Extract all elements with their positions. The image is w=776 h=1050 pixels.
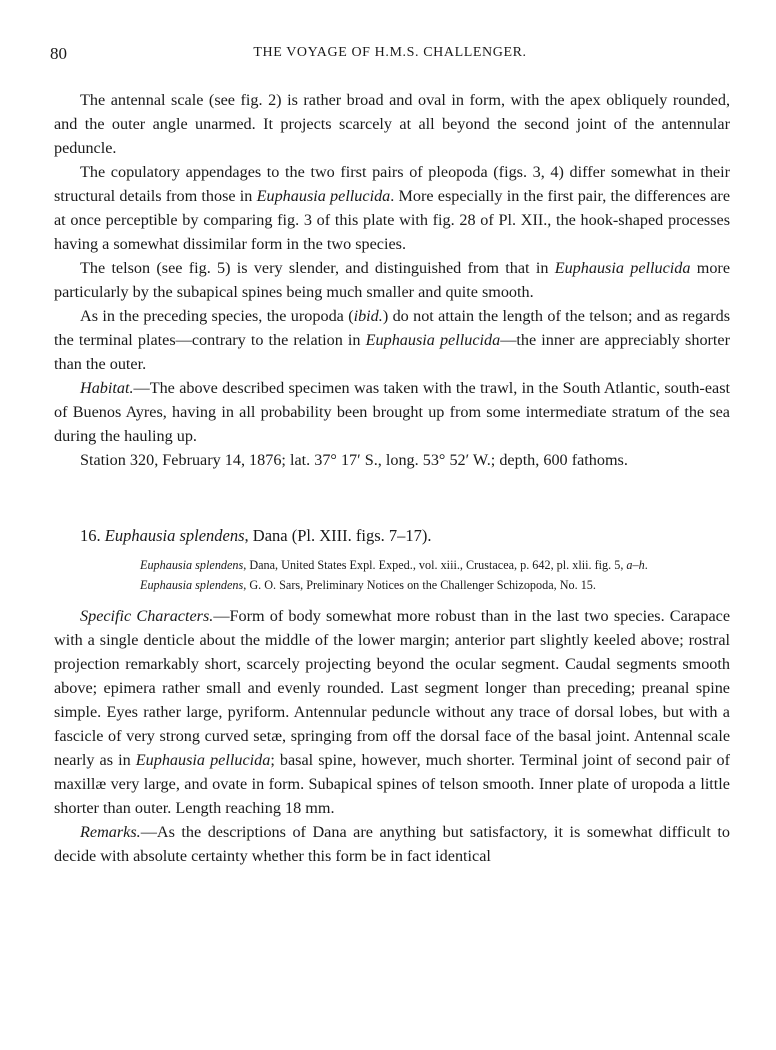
synonymy-references <box>140 556 730 594</box>
species-heading <box>54 524 730 548</box>
text-run: ) do not attain the length of the telson; and as regards the terminal plates—contrary to the relation in <box>54 307 730 349</box>
text-run: —The above described specimen was taken with the trawl, in the South Atlantic, south-east of Buenos Ayres, having in all probability been brought up from some intermediate stratum of the sea during the hauling up. <box>54 379 730 445</box>
text-run: more particularly by the subapical spines being much smaller and quite smooth. <box>54 259 731 301</box>
species-heading-name: Euphausia splendens <box>104 526 245 545</box>
species-name-italic: Euphausia pellucida <box>256 187 391 205</box>
text-run: —the inner are appreciably shorter than the outer. <box>54 331 730 373</box>
reference-dana <box>140 556 730 574</box>
page-number: 80 <box>50 44 67 63</box>
text-run: The telson (see fig. 5) is very slender, and distinguished from that in <box>80 259 555 277</box>
reference-sars <box>140 576 730 594</box>
reference-text: . <box>644 558 648 572</box>
paragraph-station: Station 320, February 14, 1876; lat. 37° 17′ S., long. 53° 52′ W.; depth, 600 fathoms. <box>80 451 628 469</box>
page-header <box>50 44 730 68</box>
reference-figure-range: a–h <box>626 558 645 572</box>
page-body <box>54 88 730 868</box>
paragraph-habitat <box>54 376 730 448</box>
paragraph-telson <box>54 256 730 304</box>
ibid-italic: ibid. <box>353 307 383 325</box>
text-run: —As the descriptions of Dana are anything but satisfactory, it is somewhat difficult to decide with absolute certainty whether this form be in fact identical <box>54 823 730 865</box>
species-number: 16. <box>80 526 105 545</box>
reference-text: , Dana, United States Expl. Exped., vol. xiii., Crustacea, p. 642, pl. xlii. fig. 5, <box>243 558 627 572</box>
text-run: . More especially in the first pair, the differences are at once perceptible by comparing fig. 3 of this plate with fig. 28 of Pl. XII., the hook-shaped processes having a somewhat dissimilar form in the two species. <box>54 187 730 253</box>
text-run: As in the preceding species, the uropoda ( <box>80 307 354 325</box>
paragraph-remarks <box>54 820 730 868</box>
remarks-label: Remarks. <box>80 823 141 841</box>
reference-text: , G. O. Sars, Preliminary Notices on the Challenger Schizopoda, No. 15. <box>243 578 596 592</box>
reference-species-name: Euphausia splendens <box>140 558 244 572</box>
running-title: THE VOYAGE OF H.M.S. CHALLENGER. <box>253 45 527 60</box>
paragraph-antennal-scale: The antennal scale (see fig. 2) is rather broad and oval in form, with the apex obliquely rounded, and the outer angle unarmed. It projects scarcely at all beyond the second joint of the antennular peduncle. <box>54 91 730 157</box>
species-authority: , Dana (Pl. XIII. figs. 7–17). <box>244 526 432 545</box>
paragraph-specific-characters <box>54 604 730 820</box>
paragraph-uropoda <box>54 304 730 376</box>
habitat-label: Habitat. <box>80 379 134 397</box>
paragraph-copulatory-appendages <box>54 160 730 256</box>
species-name-italic: Euphausia pellucida <box>365 331 501 349</box>
reference-species-name: Euphausia splendens <box>140 578 244 592</box>
text-run: ; basal spine, however, much shorter. Terminal joint of second pair of maxillæ very large, and ovate in form. Subapical spines of telson smooth. Inner plate of uropoda a little shorter than outer. Length reaching 18 mm. <box>54 751 730 817</box>
species-name-italic: Euphausia pellucida <box>135 751 271 769</box>
text-run: The copulatory appendages to the two first pairs of pleopoda (figs. 3, 4) differ somewhat in their structural details from those in <box>54 163 730 205</box>
specific-characters-label: Specific Characters. <box>80 607 214 625</box>
text-run: —Form of body somewhat more robust than in the last two species. Carapace with a single denticle about the middle of the lower margin; anterior part slightly keeled above; rostral projection remarkably short, scarcely projecting beyond the ocular segment. Caudal segments smooth above; epimera rather small and evenly rounded. Last segment longer than preceding; preanal spine simple. Eyes rather large, pyriform. Antennular peduncle without any trace of dorsal lobes, but with a fascicle of very strong curved setæ, springing from off the dorsal face of the basal joint. Antennal scale nearly as in <box>54 607 731 769</box>
species-name-italic: Euphausia pellucida <box>554 259 691 277</box>
